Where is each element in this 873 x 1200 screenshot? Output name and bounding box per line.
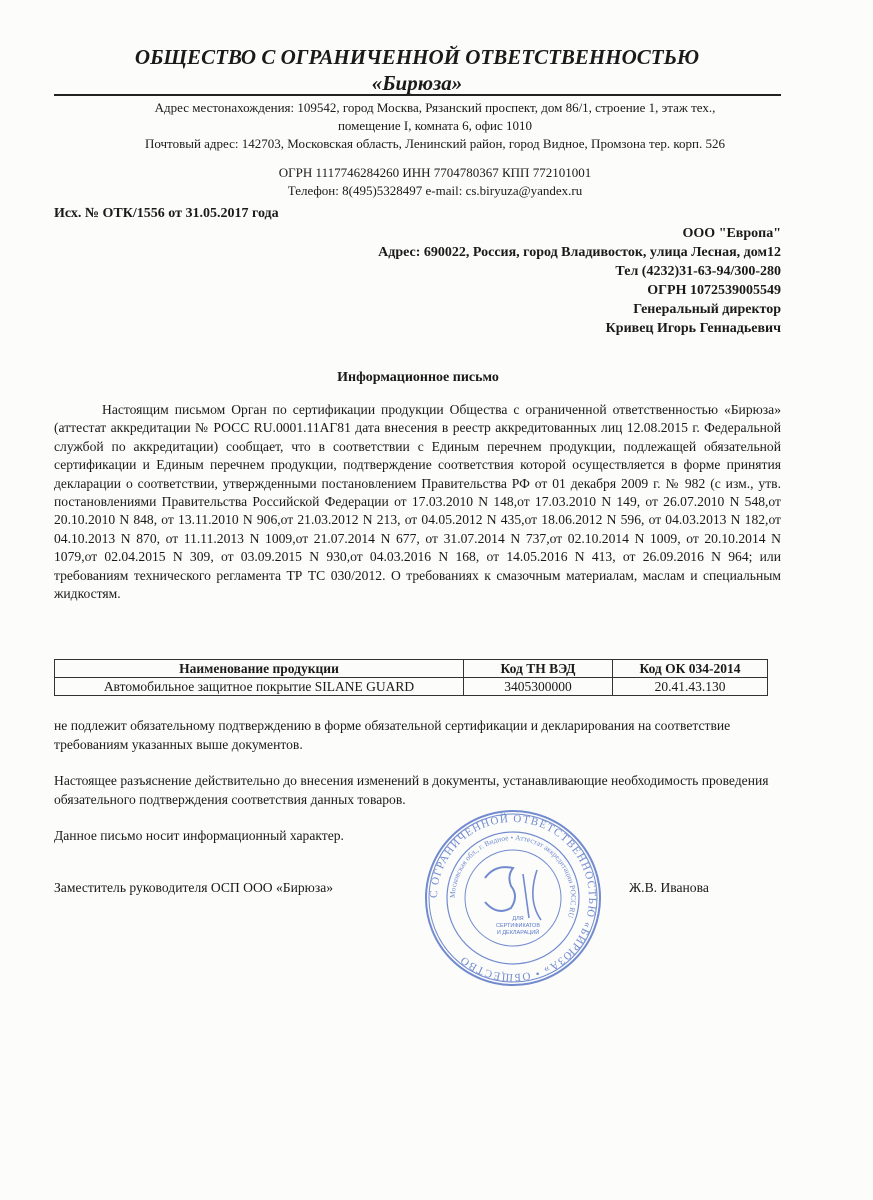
outgoing-reference: Исх. № ОТК/1556 от 31.05.2017 года <box>54 206 279 221</box>
recipient-name: Кривец Игорь Геннадьевич <box>605 321 781 336</box>
postal-address: Почтовый адрес: 142703, Московская область, Ленинский район, город Видное, Промзона тер. корп. 526 <box>144 136 726 151</box>
col-header-ok: Код ОК 034-2014 <box>613 660 768 678</box>
company-name: ОБЩЕСТВО С ОГРАНИЧЕННОЙ ОТВЕТСТВЕННОСТЬЮ <box>134 45 700 69</box>
product-table <box>54 659 768 696</box>
letter-body: Настоящим письмом Орган по сертификации продукции Общества с ограниченной ответственностью «Бирюза» (аттестат аккредитации № РОСС RU.0001.11АГ81 дата внесения в реестр аккредитованных лиц 12.08.2015 г. Федеральной службой по аккредитации) сообщает, что в соответствии с Единым перечнем продукции, подлежащей обязательной сертификации и Единым перечнем продукции, подтверждение соответствия которой осуществляется в форме принятия декларации о соответствии, утвержденными постановлением Правительства РФ от 01 декабря 2009 г. № 982 (с изм., утв. постановлениями Правительства Российской Федерации от 17.03.2010 N 148,от 17.03.2010 N 149, от 26.07.2010 N 548,от 20.10.2010 N 848, от 13.11.2010 N 906,от 21.03.2012 N 213, от 04.05.2012 N 435,от 18.06.2012 N 596, от 04.03.2013 N 182,от 04.10.2013 N 870, от 11.11.2013 N 1009,от 21.07.2014 N 677, от 31.07.2014 N 737,от 02.10.2014 N 1009, от 20.10.2014 N 1079,от 02.04.2015 N 309, от 03.09.2015 N 930,от 04.03.2016 N 168, от 14.05.2016 N 413, от 26.09.2016 N 964; или требованиям технического регламента ТР ТС 030/2012. О требованиях к смазочным материалам, маслам и специальным жидкостям. <box>54 402 781 602</box>
company-short-name: «Бирюза» <box>371 71 463 95</box>
recipient-ogrn: ОГРН 1072539005549 <box>647 283 781 298</box>
letter-title: Информационное письмо <box>337 370 499 385</box>
para-informational: Данное письмо носит информационный характер. <box>54 828 344 843</box>
para-validity: Настоящее разъяснение действительно до внесения изменений в документы, устанавливающие необходимость проведения обязательного подтверждения соответствия данных товаров. <box>54 773 769 807</box>
para-not-subject: не подлежит обязательному подтверждению в форме обязательной сертификации и декларирования на соответствие требованиям указанных выше документов. <box>54 718 731 752</box>
location-address-line1: Адрес местонахождения: 109542, город Москва, Рязанский проспект, дом 86/1, строение 1, этаж тех., <box>154 100 716 115</box>
stamp-center-line2: СЕРТИФИКАТОВ <box>495 923 541 929</box>
recipient-phone: Тел (4232)31-63-94/300-280 <box>615 264 781 279</box>
cell-ok: 20.41.43.130 <box>613 678 768 696</box>
stamp-center-line3: И ДЕКЛАРАЦИЙ <box>496 930 540 936</box>
recipient-address: Адрес: 690022, Россия, город Владивосток, улица Лесная, дом12 <box>378 245 781 260</box>
registration-ids: ОГРН 1117746284260 ИНН 7704780367 КПП 772101001 <box>278 165 592 180</box>
table-row <box>55 678 768 696</box>
stamp-inner-text: Московская обл., г. Видное • Аттестат аккредитации РОСС RU <box>447 832 579 920</box>
recipient-org: ООО "Европа" <box>682 226 781 241</box>
cell-tnved: 3405300000 <box>464 678 613 696</box>
stamp-center-line1: ДЛЯ <box>512 916 524 922</box>
recipient-position: Генеральный директор <box>633 302 781 317</box>
col-header-tnved: Код ТН ВЭД <box>464 660 613 678</box>
contacts: Телефон: 8(495)5328497 e-mail: cs.biryuza@yandex.ru <box>287 183 583 198</box>
stamp-outer-text: С ОГРАНИЧЕННОЙ ОТВЕТСТВЕННОСТЬЮ «БИРЮЗА» • ОБЩЕСТВО <box>427 812 599 984</box>
table-header-row <box>55 660 768 678</box>
signature-role: Заместитель руководителя ОСП ООО «Бирюза» <box>54 880 334 895</box>
location-address-line2: помещение I, комната 6, офис 1010 <box>337 118 533 133</box>
cell-product: Автомобильное защитное покрытие SILANE GUARD <box>55 678 464 696</box>
signature-name: Ж.В. Иванова <box>629 880 709 895</box>
col-header-product: Наименование продукции <box>55 660 464 678</box>
organization-stamp-icon <box>423 808 603 988</box>
header-divider <box>54 94 781 96</box>
